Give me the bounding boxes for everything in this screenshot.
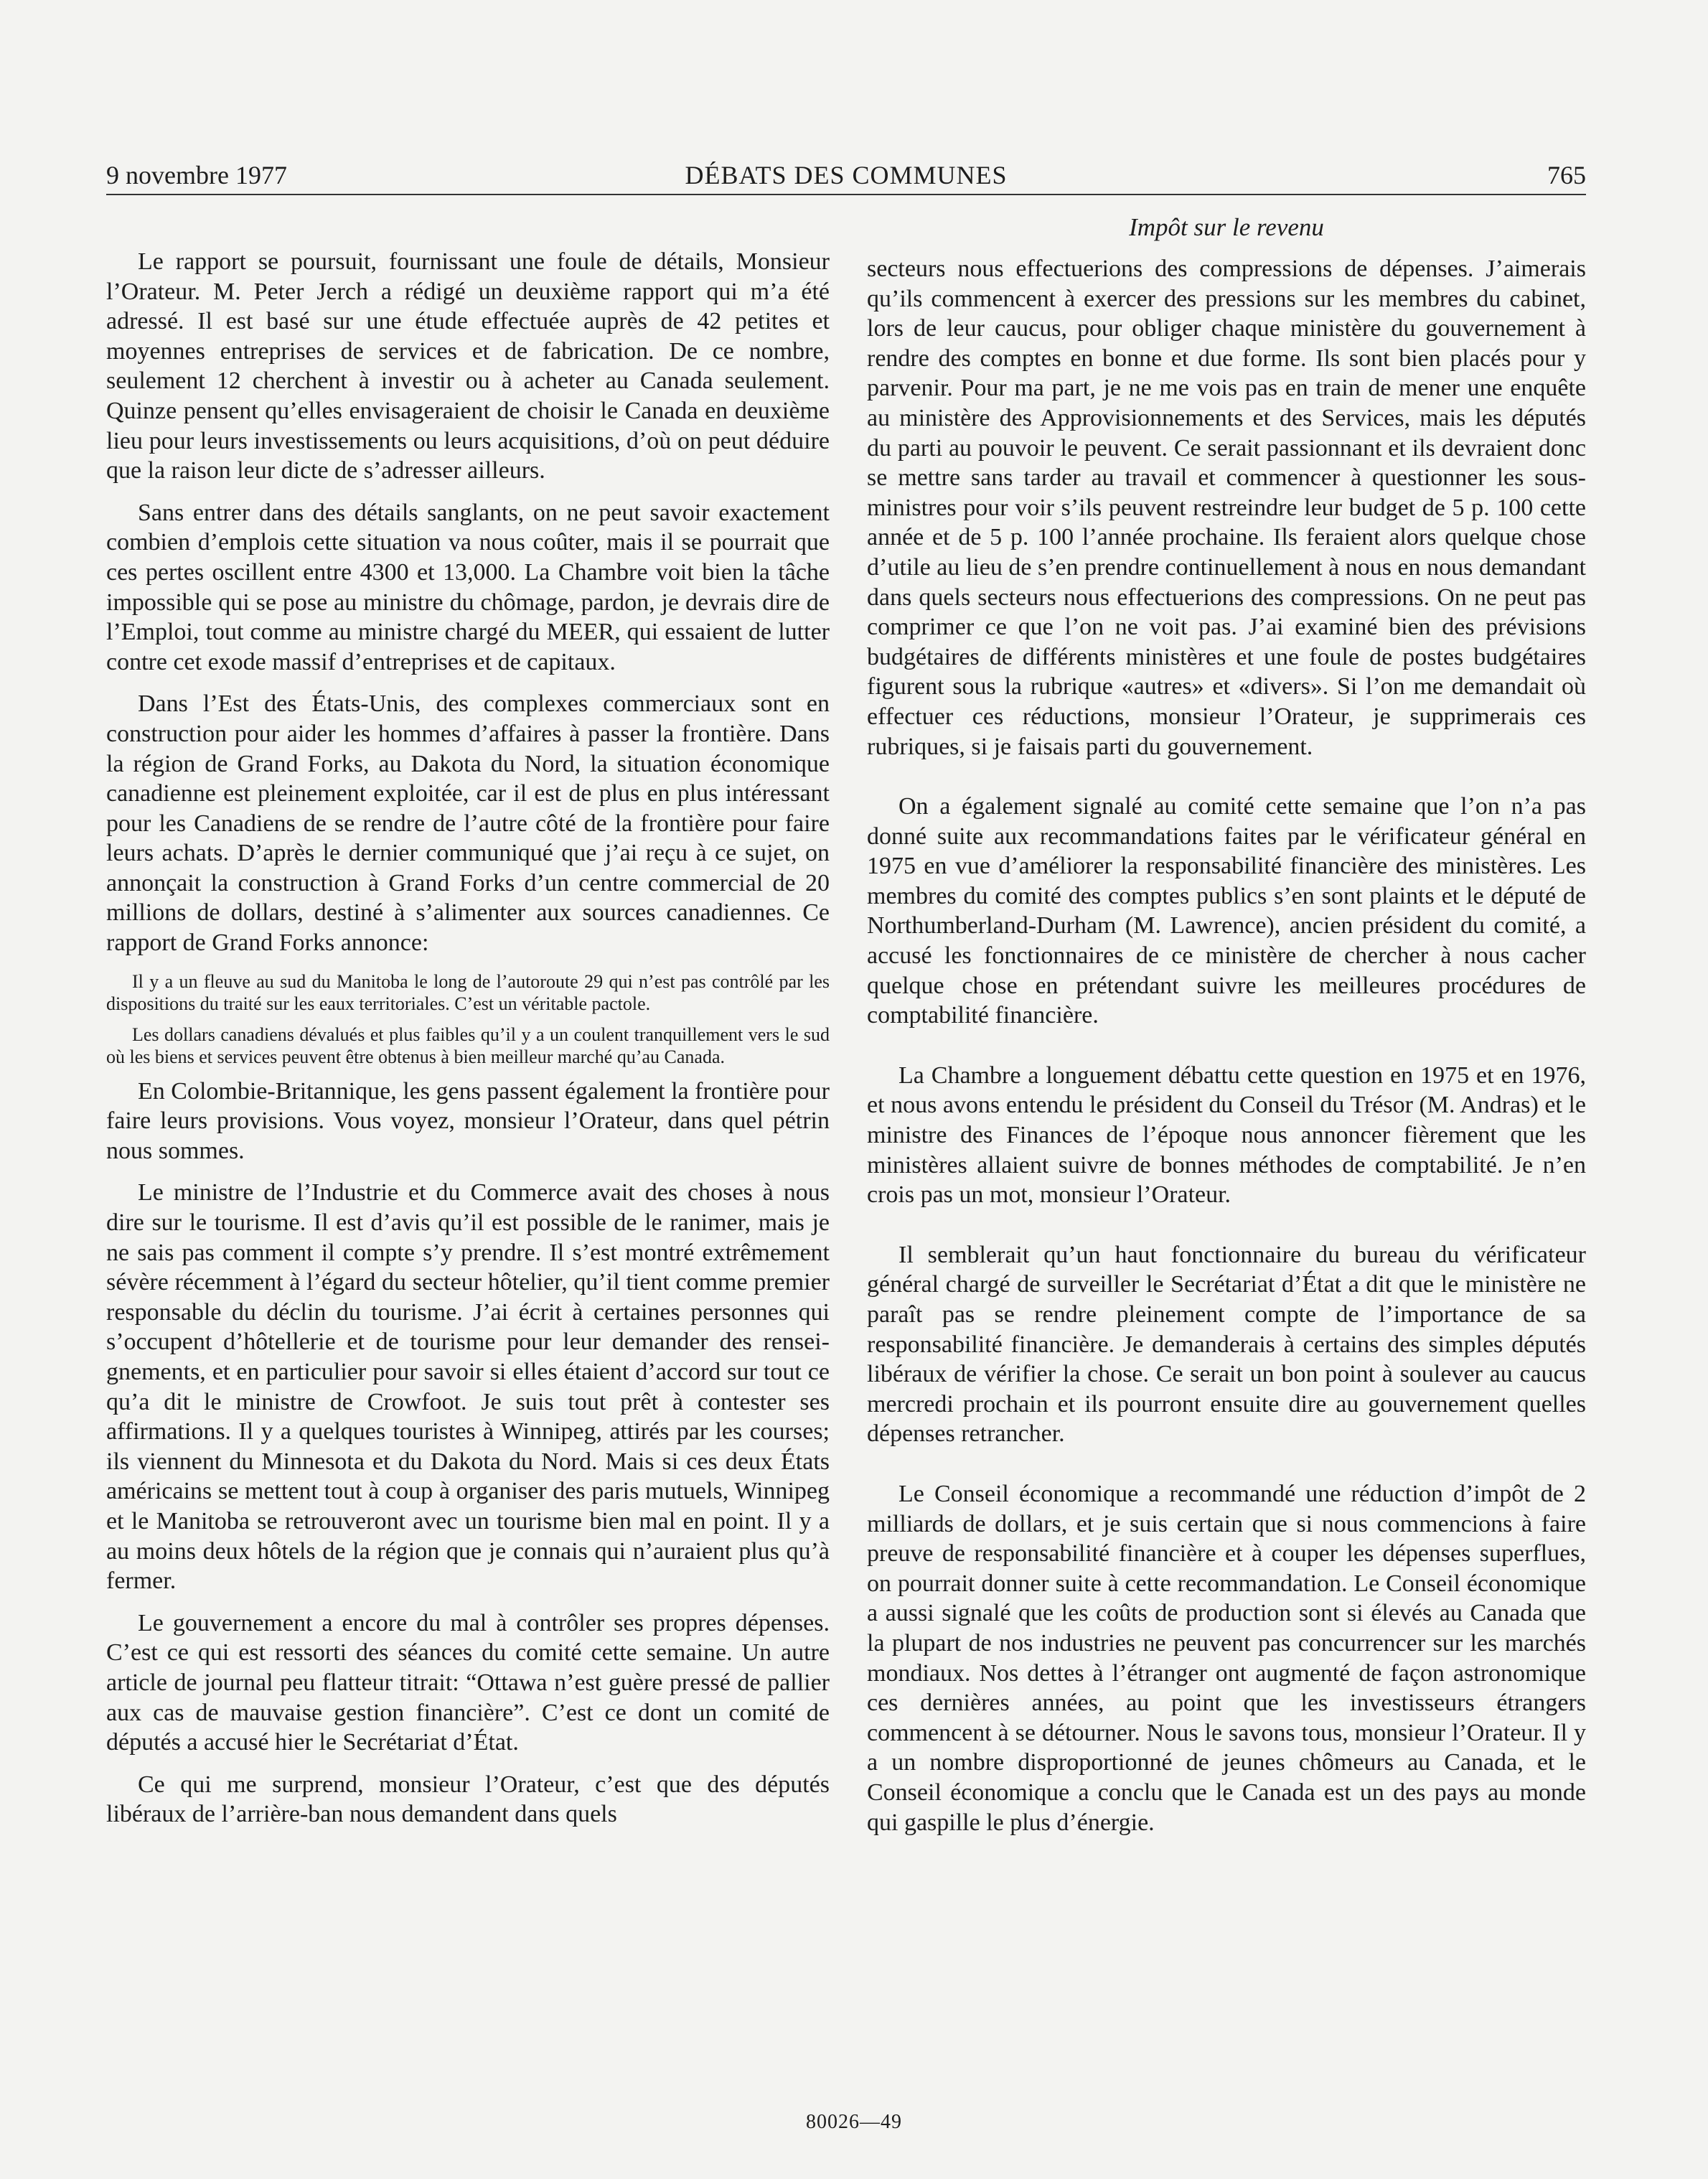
paragraph: Sans entrer dans des détails sanglants, on ne peut savoir exactement combien d’emplois cette situation va nous coûter, mais il se pourrait que ces pertes oscillent entre 4300 et 13,000. La Chambre voit bien la tâche impossible qui se pose au ministre du chômage, pardon, je devrais dire de l’Emploi, tout comme au ministre chargé du MEER, qui essaient de lutter contre cet exode massif d’entreprises et de capitaux. — [106, 499, 830, 675]
paragraph: Le Conseil économique a recommandé une réduction d’impôt de 2 milliards de dollars, et je suis certain que si nous commencions à faire preuve de responsabilité financière et à couper les dépenses superflues, on pourrait donner suite à cette recommandation. Le Conseil économique a aussi signalé que les coûts de production sont si élevés au Canada que la plupart de nos industries ne peuvent pas concurrencer sur les marchés mondiaux. Nos dettes à l’étranger ont augmenté de façon astronomique ces dernières années, au point que les investisseurs étrangers commencent à se détourner. Nous le savons tous, monsieur l’Orateur. Il y a un nombre disproportionné de jeunes chômeurs au Canada, et le Conseil économique a conclu que le Canada est un des pays au monde qui gaspille le plus d’énergie. — [867, 1480, 1586, 1836]
right-column — [867, 254, 1586, 1850]
header-title: DÉBATS DES COMMUNES — [685, 161, 1008, 189]
left-column — [106, 247, 830, 1842]
header-date: 9 novembre 1977 — [106, 161, 287, 189]
paragraph: La Chambre a longuement débattu cette question en 1975 et en 1976, et nous avons entendu le président du Conseil du Trésor (M. Andras) et le ministre des Finances de l’époque nous annoncer fièrement que les ministères allaient suivre de bonnes méthodes de comptabilité. Je n’en crois pas un mot, monsieur l’Orateur. — [867, 1062, 1586, 1209]
footer-code: 80026—49 — [806, 2111, 902, 2133]
paragraph: Ce qui me surprend, monsieur l’Orateur, c’est que des députés libéraux de l’arrière-ban nous demandent dans quels — [106, 1771, 830, 1828]
paragraph: On a également signalé au comité cette semaine que l’on n’a pas donné suite aux recommandations faites par le vérificateur général en 1975 en vue d’améliorer la responsabilité financière des ministères. Les membres du comité des comptes publics s’en sont plaints et le député de Northumberland-Durham (M. Lawrence), ancien président du comité, a accusé les fonctionnaires de ce ministère de chercher à nous cacher quelque chose en prétendant suivre les meilleures procédures de comptabilité financière. — [867, 793, 1586, 1029]
paragraph: Il semblerait qu’un haut fonctionnaire du bureau du vérificateur général chargé de surveiller le Secrétariat d’État a dit que le ministère ne paraît pas se rendre pleinement compte de l’importance de sa responsabilité financière. Je demanderais à certains des simples députés libéraux de vérifier la chose. Ce serait un bon point à soulever au caucus mercredi prochain et ils pourront ensuite dire au gouvernement quelles dépenses retrancher. — [867, 1241, 1586, 1448]
paragraph: Le ministre de l’Industrie et du Commerce avait des choses à nous dire sur le tourisme. Il est d’avis qu’il est possible de le ranimer, mais je ne sais pas comment il compte s’y prendre. Il s’est montré extrêmement sévère récemment à l’égard du secteur hôtelier, qu’il tient comme premier responsable du déclin du tourisme. J’ai écrit à certaines personnes qui s’occupent d’hôtellerie et de tourisme pour leur demander des renseignements, et en particulier pour savoir si elles étaient d’accord sur tout ce qu’a dit le ministre de Crowfoot. Je suis tout prêt à contester ses affirmations. Il y a quelques touristes à Winnipeg, attirés par les courses; ils viennent du Minnesota et du Dakota du Nord. Mais si ces deux États américains se mettent tout à coup à organiser des paris mutuels, Winnipeg et le Manitoba se retrouveront avec un tourisme bien mal en point. Il y a au moins deux hôtels de la région que je connais qui n’auraient plus qu’à fermer. — [106, 1179, 830, 1595]
block-quote: Il y a un fleuve au sud du Manitoba le long de l’autoroute 29 qui n’est pas contrôlé par les dispositions du traité sur les eaux territoriales. C’est un véritable pactole. — [106, 970, 830, 1014]
paragraph: Dans l’Est des États-Unis, des complexes commerciaux sont en construction pour aider les hommes d’affaires à passer la frontière. Dans la région de Grand Forks, au Dakota du Nord, la situation économique canadienne est pleinement exploitée, car il est de plus en plus intéressant pour les Canadiens de se rendre de l’autre côté de la frontière pour faire leurs achats. D’après le dernier communiqué que j’ai reçu à ce sujet, on annonçait la construction à Grand Forks d’un centre commercial de 20 millions de dollars, destiné à s’alimenter aux sources canadiennes. Ce rapport de Grand Forks annonce: — [106, 690, 830, 957]
paragraph: secteurs nous effectuerions des compressions de dépenses. J’aimerais qu’ils commencent à exercer des pressions sur les membres du cabinet, lors de leur caucus, pour obliger chaque ministère du gouvernement à rendre des comptes en bonne et due forme. Ils sont bien placés pour y parvenir. Pour ma part, je ne me vois pas en train de mener une enquête au ministère des Approvisionnements et des Services, mais les députés du parti au pouvoir le peuvent. Ce serait passionnant et ils devraient donc se mettre sans tarder au travail et commencer à questionner les sous-ministres pour voir s’ils peuvent restreindre leur budget de 5 p. 100 cette année et de 5 p. 100 l’année prochaine. Ils feraient alors quelque chose d’utile au lieu de s’en prendre continuellement à nous en nous demandant dans quels secteurs nous effectuerions des compressions. On ne peut pas comprimer ce que l’on ne voit pas. J’ai examiné bien des prévisions budgétaires de différents ministères et une foule de postes budgétaires figurent sous la rubrique «autres» et «divers». Si l’on me demandait où effectuer ces réductions, monsieur l’Orateur, je supprimerais ces rubriques, si je faisais parti du gouvernement. — [867, 256, 1586, 760]
paragraph: Le gouvernement a encore du mal à contrôler ses propres dépenses. C’est ce qui est ressorti des séances du comité cette semaine. Un autre article de journal peu flatteur titrait: “Ottawa n’est guère pressé de pallier aux cas de mauvaise gestion financière”. C’est ce dont un comité de députés a accusé hier le Secrétariat d’État. — [106, 1609, 830, 1756]
page-header — [106, 159, 1586, 195]
paragraph: Le rapport se poursuit, fournissant une foule de détails, Monsieur l’Orateur. M. Peter Jerch a rédigé un deuxième rapport qui m’a été adressé. Il est basé sur une étude effectuée auprès de 42 petites et moyennes entreprises de services et de fabrication. De ce nombre, seulement 12 cherchent à investir ou à acheter au Canada seulement. Quinze pensent qu’elles envisageraient de choisir le Canada en deuxième lieu pour leurs investissements ou leurs acquisitions, d’où on peut déduire que la raison leur dicte de s’adresser ailleurs. — [106, 248, 830, 484]
header-page-number: 765 — [1547, 161, 1586, 189]
running-head: Impôt sur le revenu — [1129, 213, 1324, 241]
paragraph: En Colombie-Britannique, les gens passent également la frontière pour faire leurs provisions. Vous voyez, monsieur l’Orateur, dans quel pétrin nous sommes. — [106, 1077, 830, 1164]
block-quote: Les dollars canadiens dévalués et plus faibles qu’il y a un coulent tranquillement vers le sud où les biens et services peuvent être obtenus à bien meilleur marché qu’au Canada. — [106, 1023, 830, 1067]
